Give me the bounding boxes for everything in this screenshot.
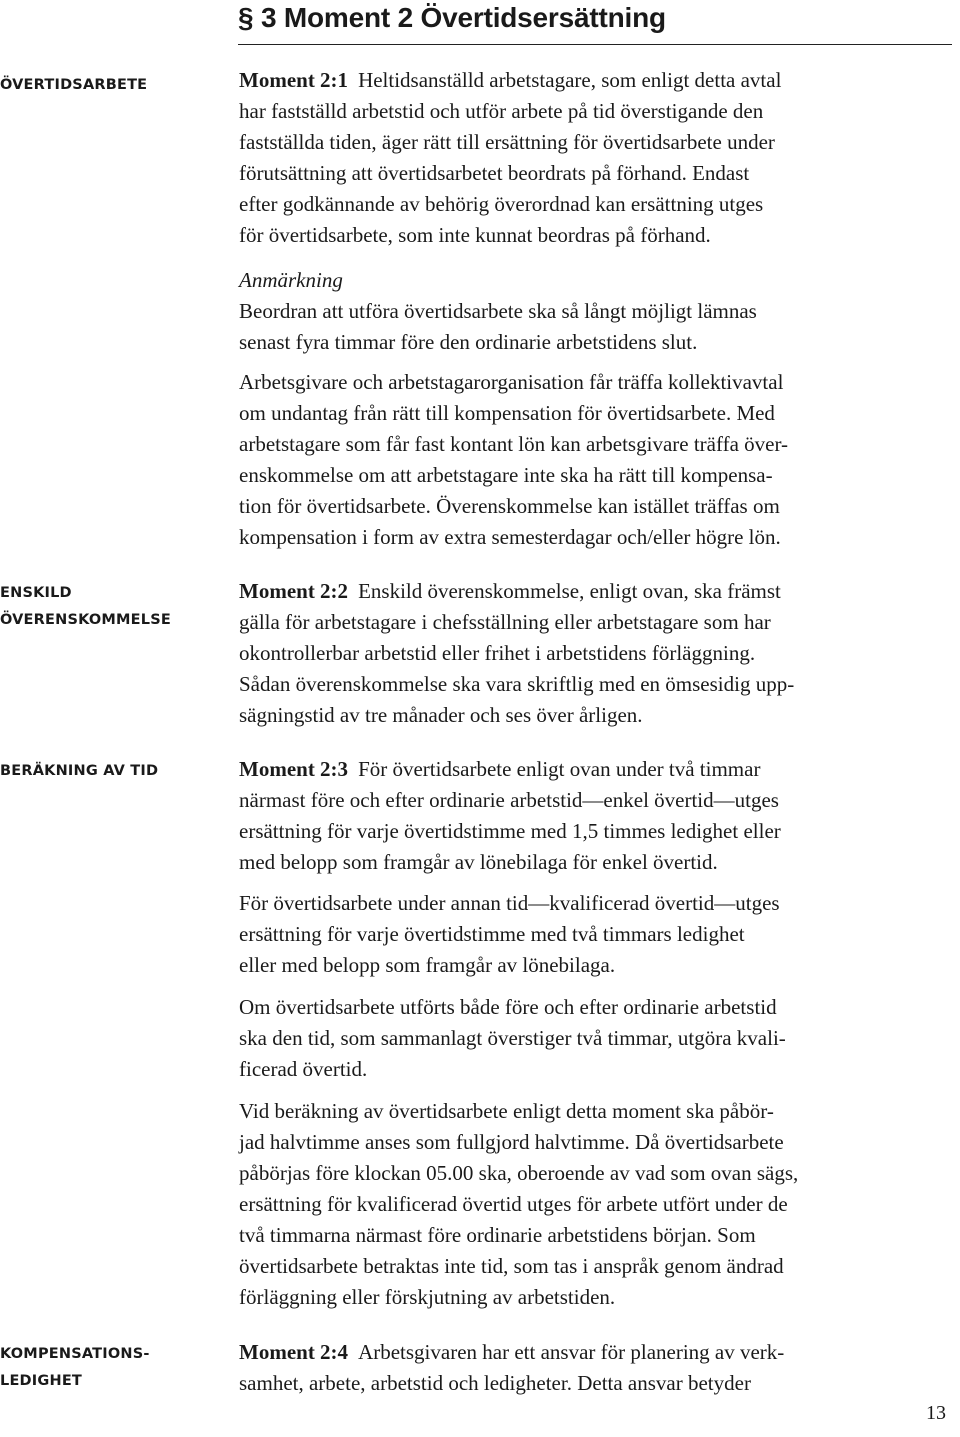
- moment-label: Moment 2:3: [239, 757, 349, 781]
- sidebar-label-text: BERÄKNING AV TID: [0, 763, 159, 779]
- page-header: [238, 0, 952, 45]
- moment-label: Moment 2:1: [239, 68, 349, 92]
- note-paragraph: Beordran att utföra övertidsarbete ska så långt möjligt lämnas senast fyra timmar före den ordinarie arbetstidens slut.: [239, 299, 757, 354]
- before-after-paragraph: Om övertidsarbete utförts både före och efter ordinarie arbetstid ska den tid, som sammanlagt överstiger två timmar, utgöra kvali- ficerad övertid.: [239, 995, 786, 1081]
- moment-text: För övertidsarbete enligt ovan under två timmar närmast före och efter ordinarie arbetstid—enkel övertid—utges ersättning för varje övertidstimme med 1,5 timmes ledighet eller med belopp som framgår av lönebilaga för enkel övertid.: [239, 757, 781, 874]
- moment-text: Arbetsgivaren har ett ansvar för planering av verk- samhet, arbete, arbetstid och ledigheter. Detta ansvar betyder: [239, 1340, 785, 1395]
- moment-label: Moment 2:4: [239, 1340, 349, 1364]
- moment-2-1-paragraph: [239, 65, 781, 251]
- sidebar-label-berakning-av-tid: [0, 758, 200, 785]
- sidebar-label-text: KOMPENSATIONS-: [0, 1346, 150, 1362]
- moment-text: Enskild överenskommelse, enligt ovan, ska främst gälla för arbetstagare i chefsställning eller arbetstagare som har okontrollerbar arbetstid eller frihet i arbetstidens förläggning. Sådan överenskommelse ska vara skriftlig med en ömsesidig upp- sägningstid av tre månader och ses över årligen.: [239, 579, 795, 727]
- sidebar-label-text: ÖVERENSKOMMELSE: [0, 612, 171, 628]
- moment-2-4-paragraph: [239, 1337, 784, 1399]
- sidebar-label-overtidsarbete: [0, 72, 200, 99]
- qualified-overtime-paragraph: För övertidsarbete under annan tid—kvalificerad övertid—utges ersättning för varje övertidstimme med två timmars ledighet eller med belopp som framgår av lönebilaga.: [239, 891, 780, 977]
- sidebar-label-text: ÖVERTIDSARBETE: [0, 77, 148, 93]
- sidebar-label-text: LEDIGHET: [0, 1373, 83, 1389]
- page-number: 13: [926, 1402, 946, 1424]
- calculation-paragraph: Vid beräkning av övertidsarbete enligt detta moment ska påbör- jad halvtimme anses som fullgjord halvtimme. Då övertidsarbete påbörjas före klockan 05.00 ska, oberoende av vad som ovan sägs, ersättning för kvalificerad övertid utges för arbete utfört under de två timmarna närmast före ordinarie arbetstidens början. Som övertidsarbete betraktas inte tid, som tas i anspråk genom ändrad förläggning eller förskjutning av arbetstiden.: [239, 1099, 799, 1309]
- moment-2-2-paragraph: [239, 576, 794, 731]
- moment-label: Moment 2:2: [239, 579, 349, 603]
- moment-text: Heltidsanställd arbetstagare, som enligt detta avtal har fastställd arbetstid och utför arbete på tid överstigande den fastställda tiden, äger rätt till ersättning för övertidsarbete under förutsättning att övertidsarbetet beordrats på förhand. Endast efter godkännande av behörig överordnad kan ersättning utges för övertidsarbete, som inte kunnat beordras på förhand.: [239, 68, 782, 247]
- sidebar-label-enskild-overenskommelse: [0, 580, 200, 634]
- section-title: § 3 Moment 2 Övertidsersättning: [238, 2, 666, 33]
- sidebar-label-text: ENSKILD: [0, 585, 72, 601]
- moment-2-3-paragraph: [239, 754, 781, 878]
- sidebar-label-kompensationsledighet: [0, 1341, 200, 1395]
- collective-agreement-paragraph: Arbetsgivare och arbetstagarorganisation får träffa kollektivavtal om undantag från rätt till kompensation för övertidsarbete. Med arbetstagare som får fast kontant lön kan arbetsgivare träffa över- enskommelse om att arbetstagare inte ska ha rätt till kompensa- tion för övertidsarbete. Överenskommelse kan istället träffas om kompensation i form av extra semesterdagar och/eller högre lön.: [239, 370, 789, 549]
- note-heading: Anmärkning: [239, 268, 343, 292]
